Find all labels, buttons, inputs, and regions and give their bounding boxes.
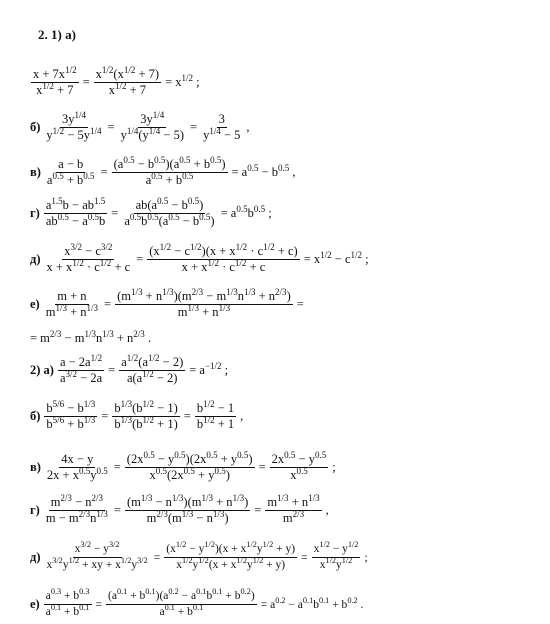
fraction-left: [44, 109, 103, 142]
denominator: $x^{1/2}y^{1/2}(x + x^{1/2}y^{1/2} + y)$: [176, 556, 286, 571]
numerator: $b^{5/6} - b^{1/3}$: [46, 398, 96, 415]
numerator: $(x^{1/2} - y^{1/2})(x + x^{1/2}y^{1/2} + y)$: [164, 543, 297, 558]
fraction-right: [265, 492, 321, 525]
numerator: 3: [218, 112, 225, 126]
item-label: г): [30, 503, 40, 517]
result: = $a^{0.5} - b^{0.5}$ ,: [231, 162, 296, 179]
denominator: $m^{2/3}$: [282, 508, 305, 525]
denominator: $x^{0.5}(2x^{0.5} + y^{0.5})$: [149, 465, 230, 482]
denominator: $a^{0.1} + b^{0.1}$: [159, 603, 204, 618]
fraction-right: [201, 113, 242, 142]
fraction-middle: [122, 195, 216, 228]
numerator: $(x^{1/2} - c^{1/2})(x + x^{1/2} \cdot c^{1/2} + c)$: [149, 241, 298, 258]
item-label: в): [30, 165, 41, 179]
numerator: $a^{1.5}b - ab^{1.5}$: [45, 195, 106, 212]
result: = $a^{0.5}b^{0.5}$ ;: [220, 203, 272, 220]
equals-sign: =: [113, 503, 121, 517]
numerator: $x^{3/2} - c^{3/2}$: [64, 241, 113, 258]
item-label: е): [30, 297, 40, 311]
denominator: $x^{1/2} + 7$: [36, 80, 74, 97]
numerator: $m^{1/3} + n^{1/3}$: [267, 492, 320, 509]
numerator: $2x^{0.5} - y^{0.5}$: [271, 449, 327, 466]
result: ,: [325, 503, 329, 517]
denominator: $m^{1/3} + n^{1/3}$: [45, 302, 99, 319]
denominator: $m^{1/3} + n^{1/3}$: [177, 302, 231, 319]
numerator: $x^{1/2}(x^{1/2} + 7)$: [95, 64, 160, 81]
denominator: $a(a^{1/2} - 2)$: [126, 368, 178, 385]
denominator: $2x + x^{0.5}y^{0.5}$: [46, 465, 108, 482]
numerator: $x^{1/2} - y^{1/2}$: [312, 543, 361, 558]
item-label: в): [30, 460, 41, 474]
denominator: $x^{3/2}y^{1/2}$ + xy + $x^{1/2}y^{3/2}$: [46, 556, 148, 571]
item-label: г): [30, 206, 40, 220]
fraction-left: [44, 587, 92, 619]
numerator: $x + 7x^{1/2}$: [33, 64, 77, 81]
numerator: $b^{1/2} - 1$: [196, 398, 235, 415]
denominator: $b^{5/6} + b^{1/3}$: [46, 414, 96, 431]
fraction-left: [44, 492, 110, 525]
denominator: $m - m^{2/3}n^{1/3}$: [45, 508, 108, 525]
numerator: 4x − y: [61, 452, 94, 466]
task-header: 2. 1) а): [38, 27, 76, 42]
numerator: $3y^{1/4}$: [140, 109, 165, 126]
fraction-left: [44, 195, 107, 228]
numerator: $3y^{1/4}$: [61, 109, 86, 126]
fraction-right: [270, 449, 329, 482]
result: =: [296, 297, 304, 311]
denominator: $y^{1/4} - 5$: [203, 125, 241, 142]
eq-1g: [30, 195, 272, 228]
item-label: д): [30, 550, 41, 564]
denominator: $y^{1/4}(y^{1/4} - 5)$: [120, 125, 184, 142]
eq-1d: [30, 241, 369, 274]
equals-sign: =: [95, 598, 103, 611]
numerator: $a - 2a^{1/2}$: [59, 352, 103, 369]
fraction-middle: [112, 398, 179, 431]
fraction-left: [45, 540, 150, 572]
equals-sign: =: [301, 551, 308, 564]
denominator: $x^{0.5}$: [290, 465, 308, 482]
equals-sign: =: [100, 165, 108, 179]
fraction-middle: [119, 109, 186, 142]
numerator: $(a^{0.5} - b^{0.5})(a^{0.5} + b^{0.5})$: [113, 154, 226, 171]
eq-1b: [30, 109, 250, 142]
eq-1v: [30, 154, 296, 187]
equals-sign: =: [113, 460, 121, 474]
result: = $a^{-1/2}$ ;: [189, 360, 229, 377]
denominator: $x + x^{1/2} \cdot c^{1/2} + c$: [46, 257, 131, 274]
eq-2e: [30, 587, 364, 619]
equals-sign: =: [104, 297, 112, 311]
equals-sign: =: [107, 120, 115, 134]
fraction-middle: [106, 587, 257, 619]
eq-2a: [30, 352, 229, 385]
denominator: $m^{2/3}(m^{1/3} - n^{1/3})$: [146, 508, 229, 525]
equals-sign: =: [82, 75, 90, 89]
equals-sign: =: [136, 252, 144, 266]
fraction-left: [31, 64, 79, 97]
numerator: $(a^{0.1} + b^{0.1})(a^{0.2} - a^{0.1}b^{0.1} + b^{0.2})$: [106, 590, 257, 605]
equals-sign: =: [111, 206, 119, 220]
fraction-middle: [94, 64, 161, 97]
fraction-left: [44, 398, 97, 431]
fraction-middle: [125, 492, 250, 525]
item-label: б): [30, 409, 41, 423]
denominator: $ab^{0.5} - a^{0.5}b$: [45, 211, 106, 228]
equals-sign: =: [183, 409, 191, 423]
item-label: е): [30, 597, 40, 611]
result: = $x^{1/2} - c^{1/2}$ ;: [303, 249, 369, 266]
fraction-middle: [112, 154, 228, 187]
fraction-left: [58, 352, 104, 385]
equals-sign: =: [258, 460, 266, 474]
fraction-right: [312, 540, 361, 572]
denominator: $a^{0.5}b^{0.5}(a^{0.5} - b^{0.5})$: [124, 211, 215, 228]
item-label: 2) а): [30, 363, 54, 377]
equals-sign: =: [153, 551, 161, 564]
fraction-left: [45, 241, 133, 274]
fraction-right: [195, 398, 236, 431]
equals-sign: =: [254, 503, 262, 517]
numerator: $m^{2/3} - n^{2/3}$: [50, 492, 104, 509]
equals-sign: =: [101, 409, 109, 423]
eq-2d: [30, 540, 368, 572]
eq-1a: [30, 64, 200, 97]
denominator: $b^{1/2} + 1$: [196, 414, 235, 431]
fraction-middle: [147, 241, 299, 274]
numerator: $a^{1/2}(a^{1/2} - 2)$: [121, 352, 184, 369]
numerator: m + n: [57, 289, 87, 303]
result: = $a^{0.2} - a^{0.1}b^{0.1} + b^{0.2}$ .: [260, 595, 364, 611]
fraction-middle: [125, 449, 255, 482]
numerator: $x^{3/2} - y^{3/2}$: [73, 543, 122, 558]
denominator: $a^{0.5} + b^{0.5}$: [145, 170, 194, 187]
result: ;: [332, 460, 336, 474]
result: ,: [246, 120, 250, 134]
item-label: б): [30, 120, 41, 134]
eq-2g: [30, 492, 329, 525]
fraction-left: [45, 453, 110, 482]
eq-1e: [30, 286, 304, 319]
numerator: $(m^{1/3} - n^{1/3})(m^{1/3} + n^{1/3})$: [126, 492, 249, 509]
denominator: $x^{1/2} + 7$: [108, 80, 147, 97]
eq-1e-continuation: = $m^{2/3} - m^{1/3}n^{1/3} + n^{2/3}$ .: [30, 328, 152, 345]
fraction-middle: [115, 286, 293, 319]
result: ,: [240, 409, 244, 423]
numerator: $a^{0.3} + b^{0.3}$: [44, 590, 92, 605]
numerator: $b^{1/3}(b^{1/2} - 1)$: [114, 398, 178, 415]
denominator: $a^{0.5} + b^{0.5}$: [46, 170, 95, 187]
item-label: д): [30, 252, 41, 266]
numerator: $(2x^{0.5} - y^{0.5})(2x^{0.5} + y^{0.5})$: [126, 449, 253, 466]
denominator: $y^{1/2} - 5y^{1/4}$: [46, 125, 102, 142]
equals-sign: =: [190, 120, 198, 134]
result: = $x^{1/2}$ ;: [165, 72, 200, 89]
numerator: $(m^{1/3} + n^{1/3})(m^{2/3} - m^{1/3}n^{1/3} + n^{2/3})$: [117, 286, 291, 303]
denominator: $a^{3/2} - 2a$: [59, 368, 103, 385]
fraction-left: [44, 290, 100, 319]
denominator: $x^{1/2}y^{1/2}$: [319, 556, 353, 571]
fraction-middle: [164, 540, 297, 572]
result: ;: [364, 551, 368, 564]
equals-sign: =: [108, 363, 116, 377]
numerator: a − b: [58, 157, 84, 171]
fraction-middle: [119, 352, 185, 385]
fraction-left: [45, 158, 97, 187]
eq-2b: [30, 398, 244, 431]
denominator: $b^{1/3}(b^{1/2} + 1)$: [114, 414, 178, 431]
numerator: $ab(a^{0.5} - b^{0.5})$: [135, 195, 204, 212]
eq-2v: [30, 449, 336, 482]
denominator: $a^{0.1} + b^{0.1}$: [45, 603, 90, 618]
denominator: $x + x^{1/2} \cdot c^{1/2} + c$: [181, 257, 266, 274]
